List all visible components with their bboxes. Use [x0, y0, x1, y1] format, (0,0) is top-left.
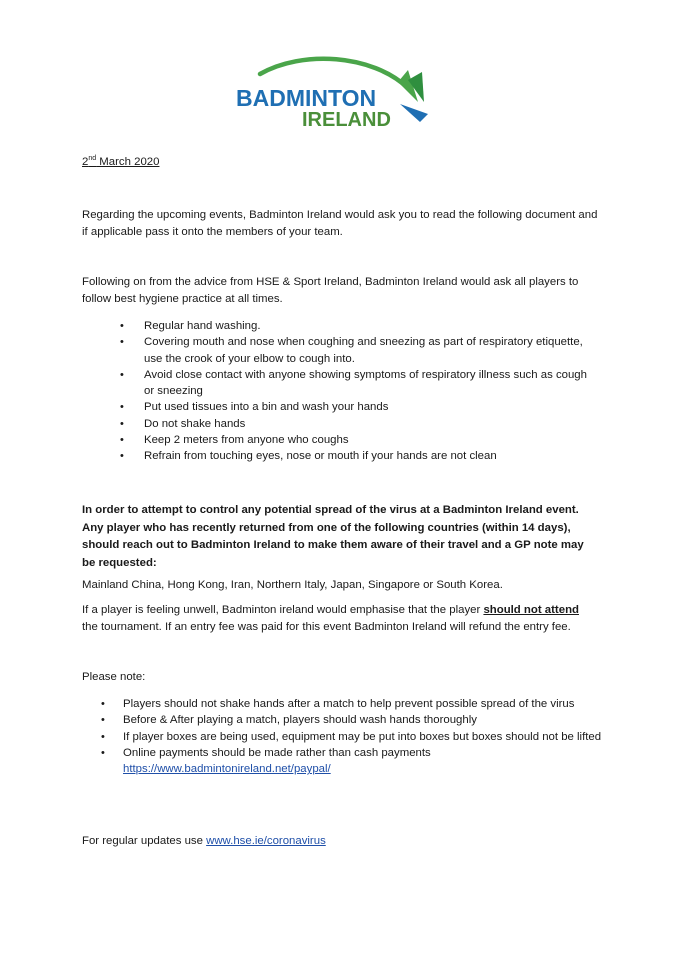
countries-paragraph: Mainland China, Hong Kong, Iran, Northern Italy, Japan, Singapore or South Korea.	[82, 579, 503, 591]
note-item-text: If player boxes are being used, equipment may be put into boxes but boxes should not be lifted	[123, 730, 602, 743]
bullet-icon: •	[120, 434, 124, 447]
footer-line: For regular updates use www.hse.ie/coronavirus	[82, 835, 326, 847]
bullet-icon: •	[120, 320, 124, 332]
hygiene-list	[120, 318, 594, 465]
hygiene-item-text: Regular hand washing.	[144, 320, 261, 332]
please-note-label: Please note:	[82, 671, 146, 683]
bullet-icon: •	[120, 401, 124, 414]
bullet-icon: •	[120, 417, 124, 430]
hygiene-list-item	[120, 432, 594, 448]
bullet-icon: •	[120, 450, 124, 463]
hygiene-item-text: Refrain from touching eyes, nose or mouth if your hands are not clean	[144, 450, 497, 463]
hygiene-intro-paragraph: Following on from the advice from HSE & Sport Ireland, Badminton Ireland would ask all players to follow best hygiene practice at all times.	[82, 276, 579, 305]
note-item-text: Online payments should be made rather than cash payments	[123, 746, 431, 759]
bullet-icon: •	[120, 336, 124, 349]
hygiene-list-item	[120, 318, 594, 334]
hygiene-list-item	[120, 334, 594, 367]
note-list-item	[101, 696, 604, 712]
note-list-item	[101, 745, 604, 778]
unwell-paragraph: If a player is feeling unwell, Badminton ireland would emphasise that the player should not attend the tournament. If an entry fee was paid for this event Badminton Ireland will refund the entry fee.	[82, 604, 579, 633]
note-item-text: Before & After playing a match, players should wash hands thoroughly	[123, 714, 477, 727]
hygiene-item-text: Covering mouth and nose when coughing and sneezing as part of respiratory etiquette, use the crook of your elbow to cough into.	[144, 336, 583, 365]
should-not-attend-emphasis: should not attend	[483, 604, 579, 616]
bullet-icon: •	[101, 730, 105, 743]
logo-text-ireland: IRELAND	[302, 109, 391, 131]
intro-paragraph: Regarding the upcoming events, Badminton Ireland would ask you to read the following document and if applicable pass it onto the members of your team.	[82, 209, 598, 238]
hygiene-item-text: Keep 2 meters from anyone who coughs	[144, 434, 349, 447]
bullet-icon: •	[101, 714, 105, 727]
bullet-icon: •	[120, 368, 124, 381]
hygiene-list-item	[120, 367, 594, 400]
note-item-text: Players should not shake hands after a match to help prevent possible spread of the virus	[123, 698, 575, 710]
bullet-icon: •	[101, 746, 105, 759]
hse-coronavirus-link[interactable]: www.hse.ie/coronavirus	[206, 835, 326, 847]
hygiene-list-item	[120, 399, 594, 415]
bullet-icon: •	[101, 698, 105, 710]
badminton-ireland-logo	[232, 52, 432, 132]
hygiene-item-text: Avoid close contact with anyone showing symptoms of respiratory illness such as cough or sneezing	[144, 368, 587, 398]
hygiene-item-text: Do not shake hands	[144, 417, 246, 430]
hygiene-item-text: Put used tissues into a bin and wash your hands	[144, 401, 389, 414]
travel-notice-paragraph: In order to attempt to control any potential spread of the virus at a Badminton Ireland event. Any player who has recently returned from one of the following countries (within 14 days), should reach out to Badminton Ireland to make them aware of their travel and a GP note may be requested:	[82, 504, 584, 569]
note-list-item	[101, 729, 604, 745]
hygiene-list-item	[120, 448, 594, 464]
paypal-link[interactable]: https://www.badmintonireland.net/paypal/	[123, 763, 331, 776]
shuttlecock-icon	[398, 70, 428, 122]
notes-list	[101, 696, 604, 777]
logo-text-badminton: BADMINTON	[236, 85, 377, 111]
logo-swoosh-icon	[260, 59, 408, 88]
hygiene-list-item	[120, 416, 594, 432]
note-list-item	[101, 712, 604, 728]
letter-date: 2nd March 2020	[82, 155, 160, 168]
